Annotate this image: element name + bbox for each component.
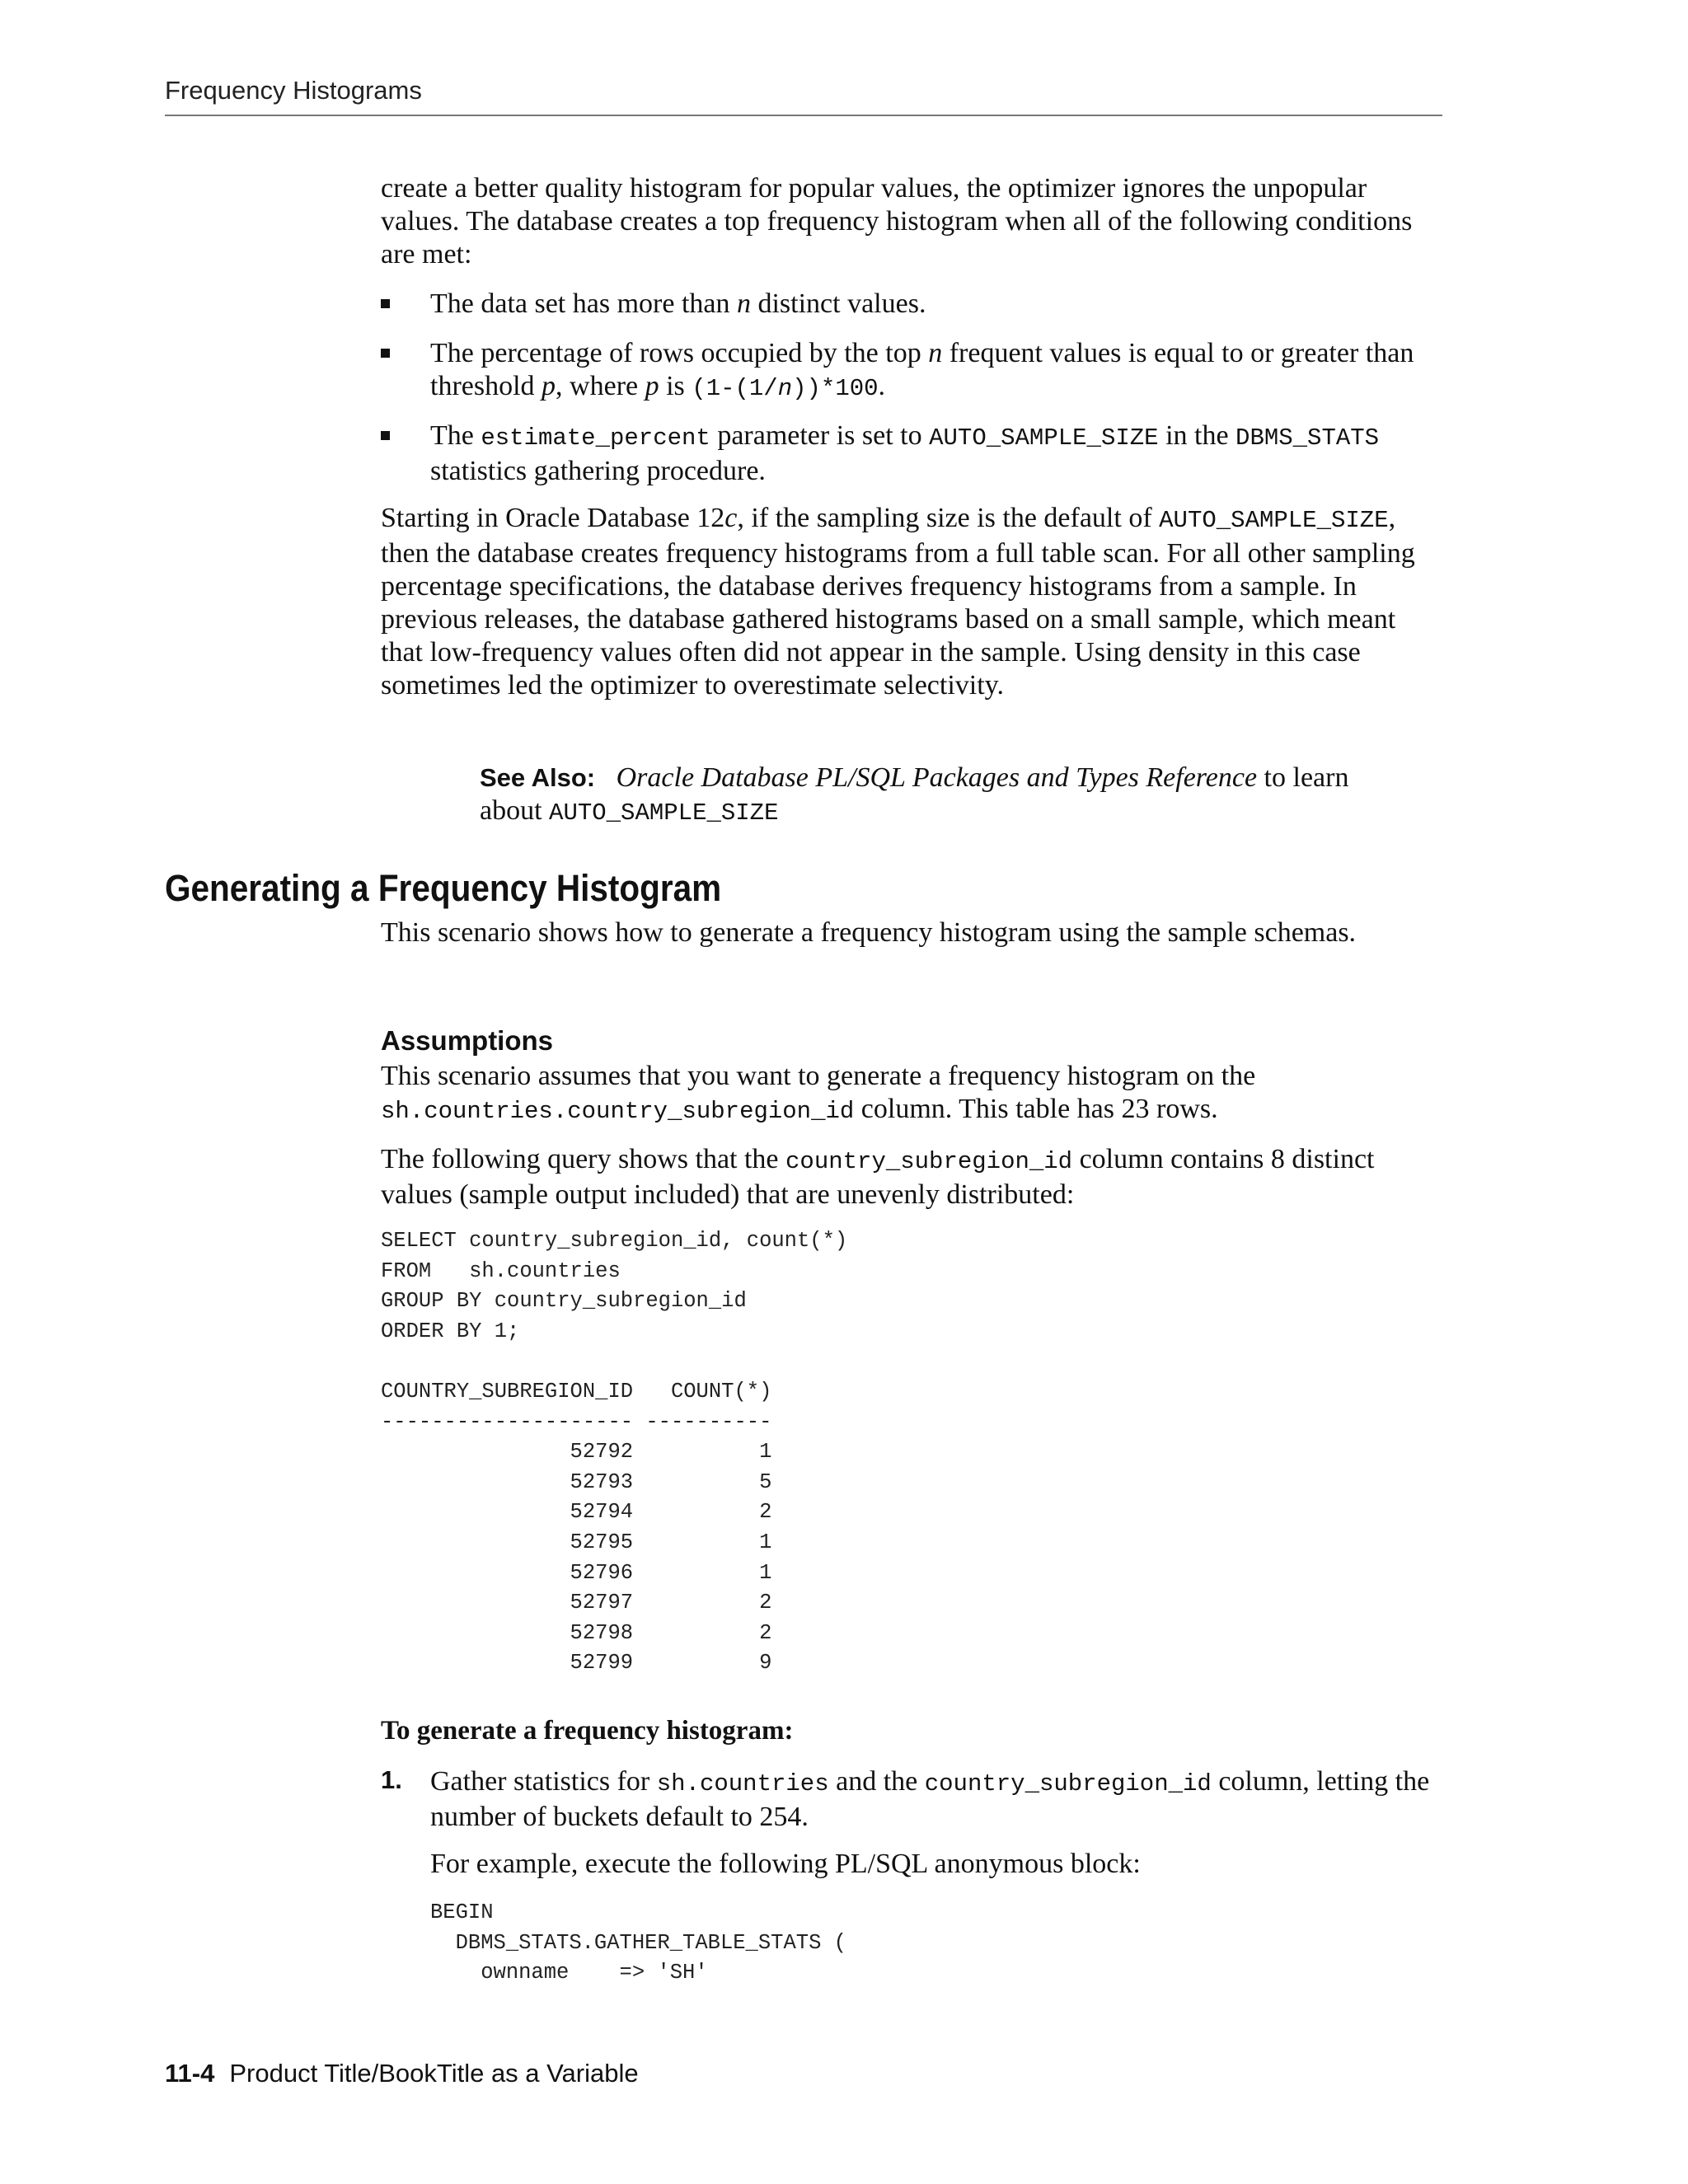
section-intro xyxy=(381,916,1444,949)
starting-text: Starting in Oracle Database 12c, if the sampling size is the default of AUTO_SAMPLE_SIZE, then the database creates frequency histograms from a full table scan. For all other sampling percentage specifications, the database derives frequency histograms from a sample. In previous releases, the database gathered histograms based on a small sample, which meant that low-frequency values often did not appear in the sample. Using density in this case sometimes led the optimizer to overestimate selectivity. xyxy=(381,503,1415,701)
bullet-text: The data set has more than n distinct values. xyxy=(430,288,926,319)
intro-paragraph xyxy=(381,172,1444,271)
see-also-note: See Also: Oracle Database PL/SQL Packages and Types Reference to learn about AUTO_SAMPLE_SIZE xyxy=(480,762,1349,827)
assumptions-paragraph-2: The following query shows that the country_subregion_id column contains 8 distinct values (sample output included) that are unevenly distributed: xyxy=(381,1144,1375,1210)
book-title: Product Title/BookTitle as a Variable xyxy=(229,2059,639,2088)
procedure-title: To generate a frequency histogram: xyxy=(381,1716,794,1746)
section-heading: Generating a Frequency Histogram xyxy=(165,867,722,909)
section-intro-text: This scenario shows how to generate a frequency histogram using the sample schemas. xyxy=(381,917,1357,948)
bullet-mark xyxy=(381,299,390,308)
bullet-mark xyxy=(381,349,390,358)
header-rule xyxy=(165,115,1442,116)
see-also-label: See Also: xyxy=(480,763,596,792)
plsql-code-block: BEGIN DBMS_STATS.GATHER_TABLE_STATS ( ownname => 'SH' xyxy=(430,1900,846,1985)
bullet-text: The estimate_percent parameter is set to AUTO_SAMPLE_SIZE in the DBMS_STATS statistics gathering procedure. xyxy=(430,420,1380,486)
step-1-text: Gather statistics for sh.countries and the country_subregion_id column, letting the number of buckets default to 254. xyxy=(430,1766,1430,1832)
bullet-text: The percentage of rows occupied by the top n frequent values is equal to or greater than threshold p, where p is (1-(1/n))*100. xyxy=(430,338,1414,402)
page-number: 11-4 xyxy=(165,2059,215,2088)
starting-paragraph xyxy=(381,502,1444,702)
bullet-mark xyxy=(381,431,390,440)
step-number: 1. xyxy=(381,1765,402,1794)
see-also-link[interactable]: Oracle Database PL/SQL Packages and Types Reference xyxy=(616,762,1258,793)
query-code-block: SELECT country_subregion_id, count(*) FROM sh.countries GROUP BY country_subregion_id ORDER BY 1; COUNTRY_SUBREGION_ID COUNT(*) -------------------- ---------- 52792 1 52793 5 52794 2 52795 1 52796 1 52797 2 52798 2 52799 9 xyxy=(381,1229,848,1675)
page-footer xyxy=(165,2059,639,2088)
step-1-example: For example, execute the following PL/SQL anonymous block: xyxy=(430,1849,1141,1879)
assumptions-heading: Assumptions xyxy=(381,1025,554,1056)
intro-text: create a better quality histogram for popular values, the optimizer ignores the unpopular values. The database creates a top frequency histogram when all of the following conditions are met: xyxy=(381,173,1413,269)
running-header: Frequency Histograms xyxy=(165,76,422,105)
assumptions-paragraph-1: This scenario assumes that you want to generate a frequency histogram on the sh.countries.country_subregion_id column. This table has 23 rows. xyxy=(381,1061,1256,1125)
